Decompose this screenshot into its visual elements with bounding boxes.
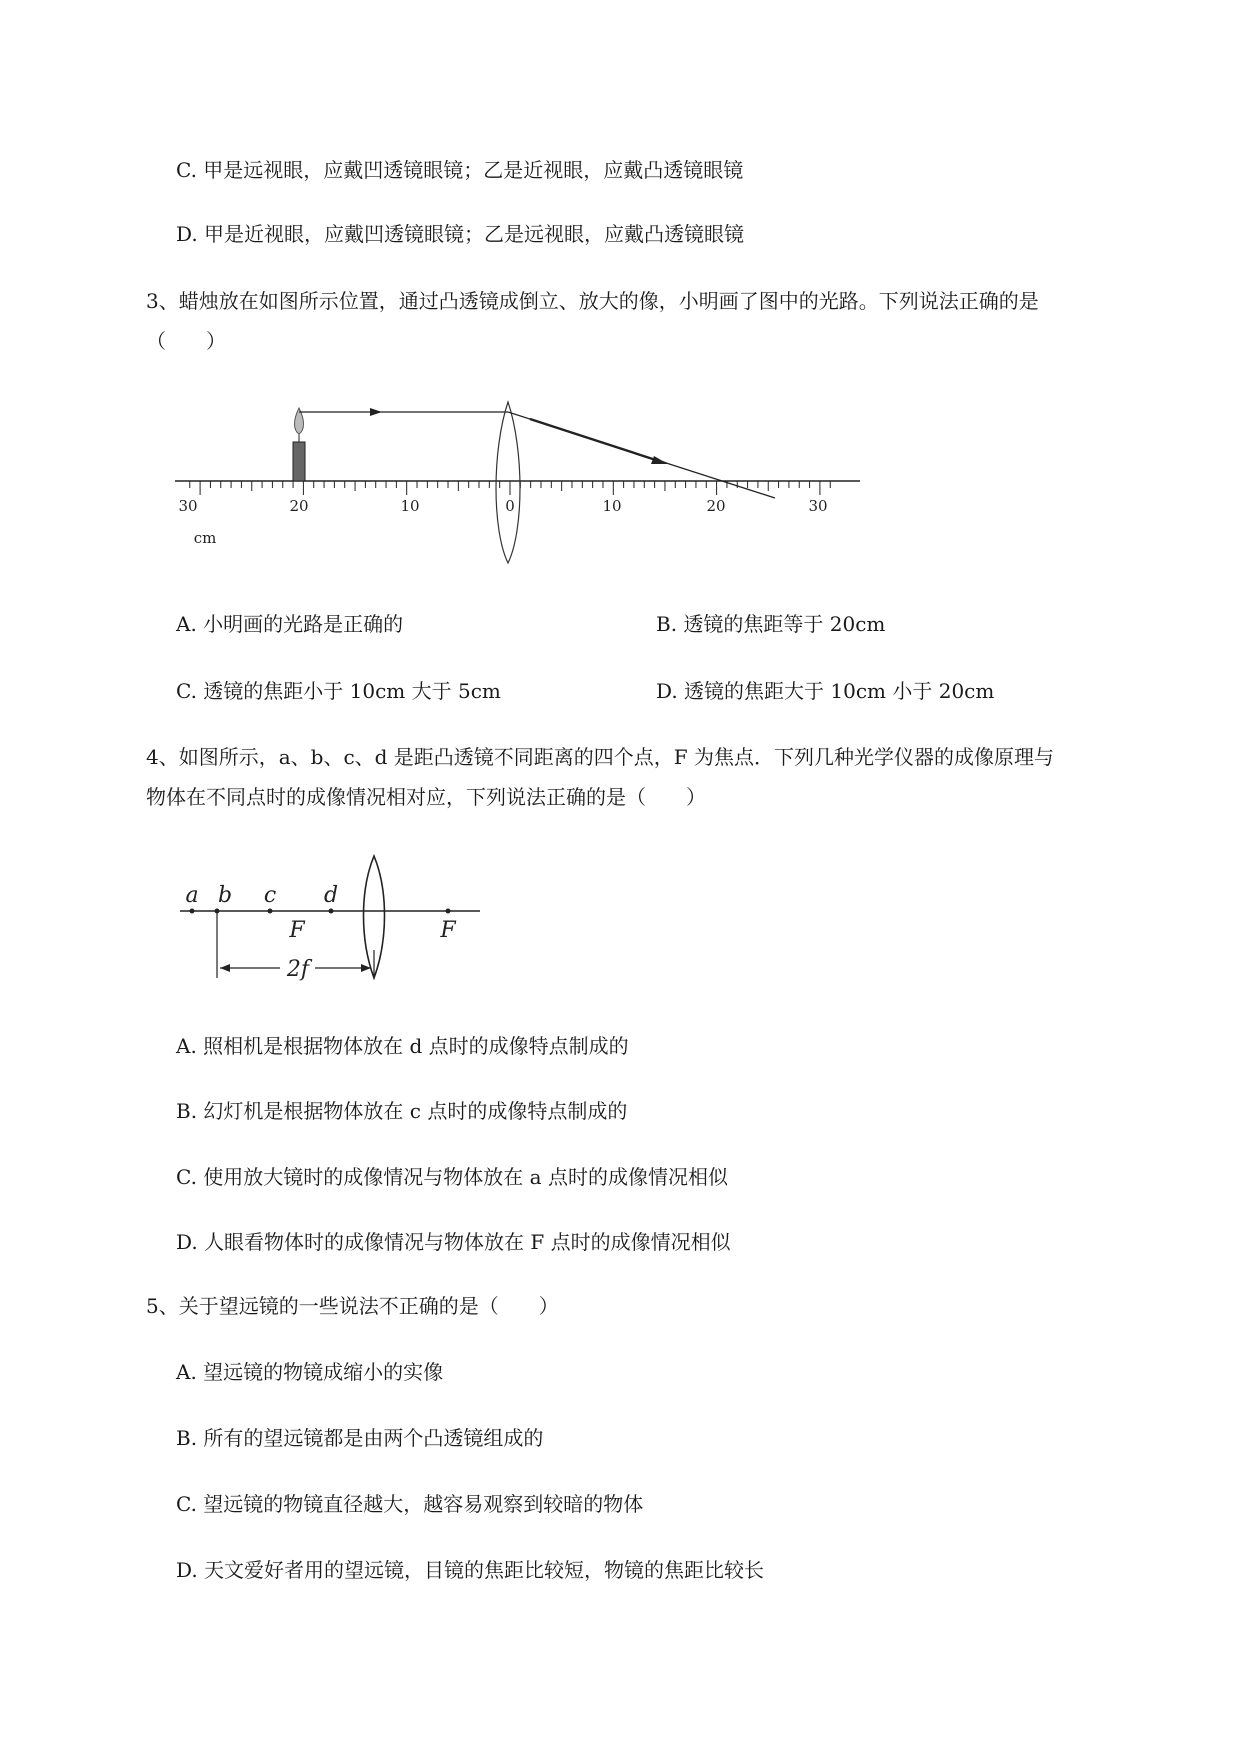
- q2-option-d: D. 甲是近视眼，应戴凹透镜眼镜；乙是远视眼，应戴凸透镜眼镜: [176, 222, 745, 246]
- q3-option-a: A. 小明画的光路是正确的: [176, 612, 404, 636]
- q5-stem: 5、关于望远镜的一些说法不正确的是（ ）: [146, 1294, 559, 1318]
- ruler-label-20-right: 20: [706, 497, 726, 515]
- label-f-right: F: [440, 918, 456, 943]
- ruler-label-20-left: 20: [289, 497, 309, 515]
- point-d: [329, 909, 334, 914]
- ruler-label-30-left: 30: [178, 497, 198, 515]
- q4-stem-line2: 物体在不同点时的成像情况相对应，下列说法正确的是（ ）: [146, 785, 706, 809]
- q3-figure-lens-ruler: [170, 370, 910, 570]
- q5-option-a: A. 望远镜的物镜成缩小的实像: [176, 1360, 444, 1384]
- ruler-label-0: 0: [505, 497, 515, 515]
- label-f-left: F: [289, 918, 305, 943]
- label-2f: 2f: [286, 957, 310, 982]
- q4-figure-lens-points: [170, 850, 490, 990]
- q5-option-d: D. 天文爱好者用的望远镜，目镜的焦距比较短，物镜的焦距比较长: [176, 1558, 765, 1582]
- label-c: c: [263, 883, 277, 908]
- label-a: a: [185, 883, 199, 908]
- q3-option-c: C. 透镜的焦距小于 10cm 大于 5cm: [176, 679, 501, 703]
- label-d: d: [323, 883, 339, 908]
- q3-option-d: D. 透镜的焦距大于 10cm 小于 20cm: [656, 679, 995, 703]
- q4-stem-line1: 4、如图所示，a、b、c、d 是距凸透镜不同距离的四个点，F 为焦点．下列几种光学仪器的成像原理与: [146, 745, 1055, 769]
- point-c: [268, 909, 273, 914]
- q5-option-c: C. 望远镜的物镜直径越大，越容易观察到较暗的物体: [176, 1492, 644, 1516]
- q4-option-a: A. 照相机是根据物体放在 d 点时的成像特点制成的: [176, 1034, 629, 1058]
- label-b: b: [217, 883, 233, 908]
- q3-stem-line1: 3、蜡烛放在如图所示位置，通过凸透镜成倒立、放大的像，小明画了图中的光路。下列说法正确的是: [146, 289, 1039, 313]
- q3-option-b: B. 透镜的焦距等于 20cm: [656, 612, 886, 636]
- ruler-label-30-right: 30: [808, 497, 828, 515]
- q3-stem-line2: （ ）: [146, 329, 226, 353]
- q4-option-c: C. 使用放大镜时的成像情况与物体放在 a 点时的成像情况相似: [176, 1165, 728, 1189]
- candle-icon: [293, 442, 305, 481]
- q4-option-b: B. 幻灯机是根据物体放在 c 点时的成像特点制成的: [176, 1099, 628, 1123]
- ruler-label-10-left: 10: [400, 497, 420, 515]
- point-f-right: [446, 909, 451, 914]
- ruler-label-10-right: 10: [602, 497, 622, 515]
- q2-option-c: C. 甲是远视眼，应戴凹透镜眼镜；乙是近视眼，应戴凸透镜眼镜: [176, 158, 744, 182]
- ruler-unit: cm: [193, 529, 217, 547]
- point-a: [190, 909, 195, 914]
- q4-option-d: D. 人眼看物体时的成像情况与物体放在 F 点时的成像情况相似: [176, 1230, 731, 1254]
- q5-option-b: B. 所有的望远镜都是由两个凸透镜组成的: [176, 1426, 544, 1450]
